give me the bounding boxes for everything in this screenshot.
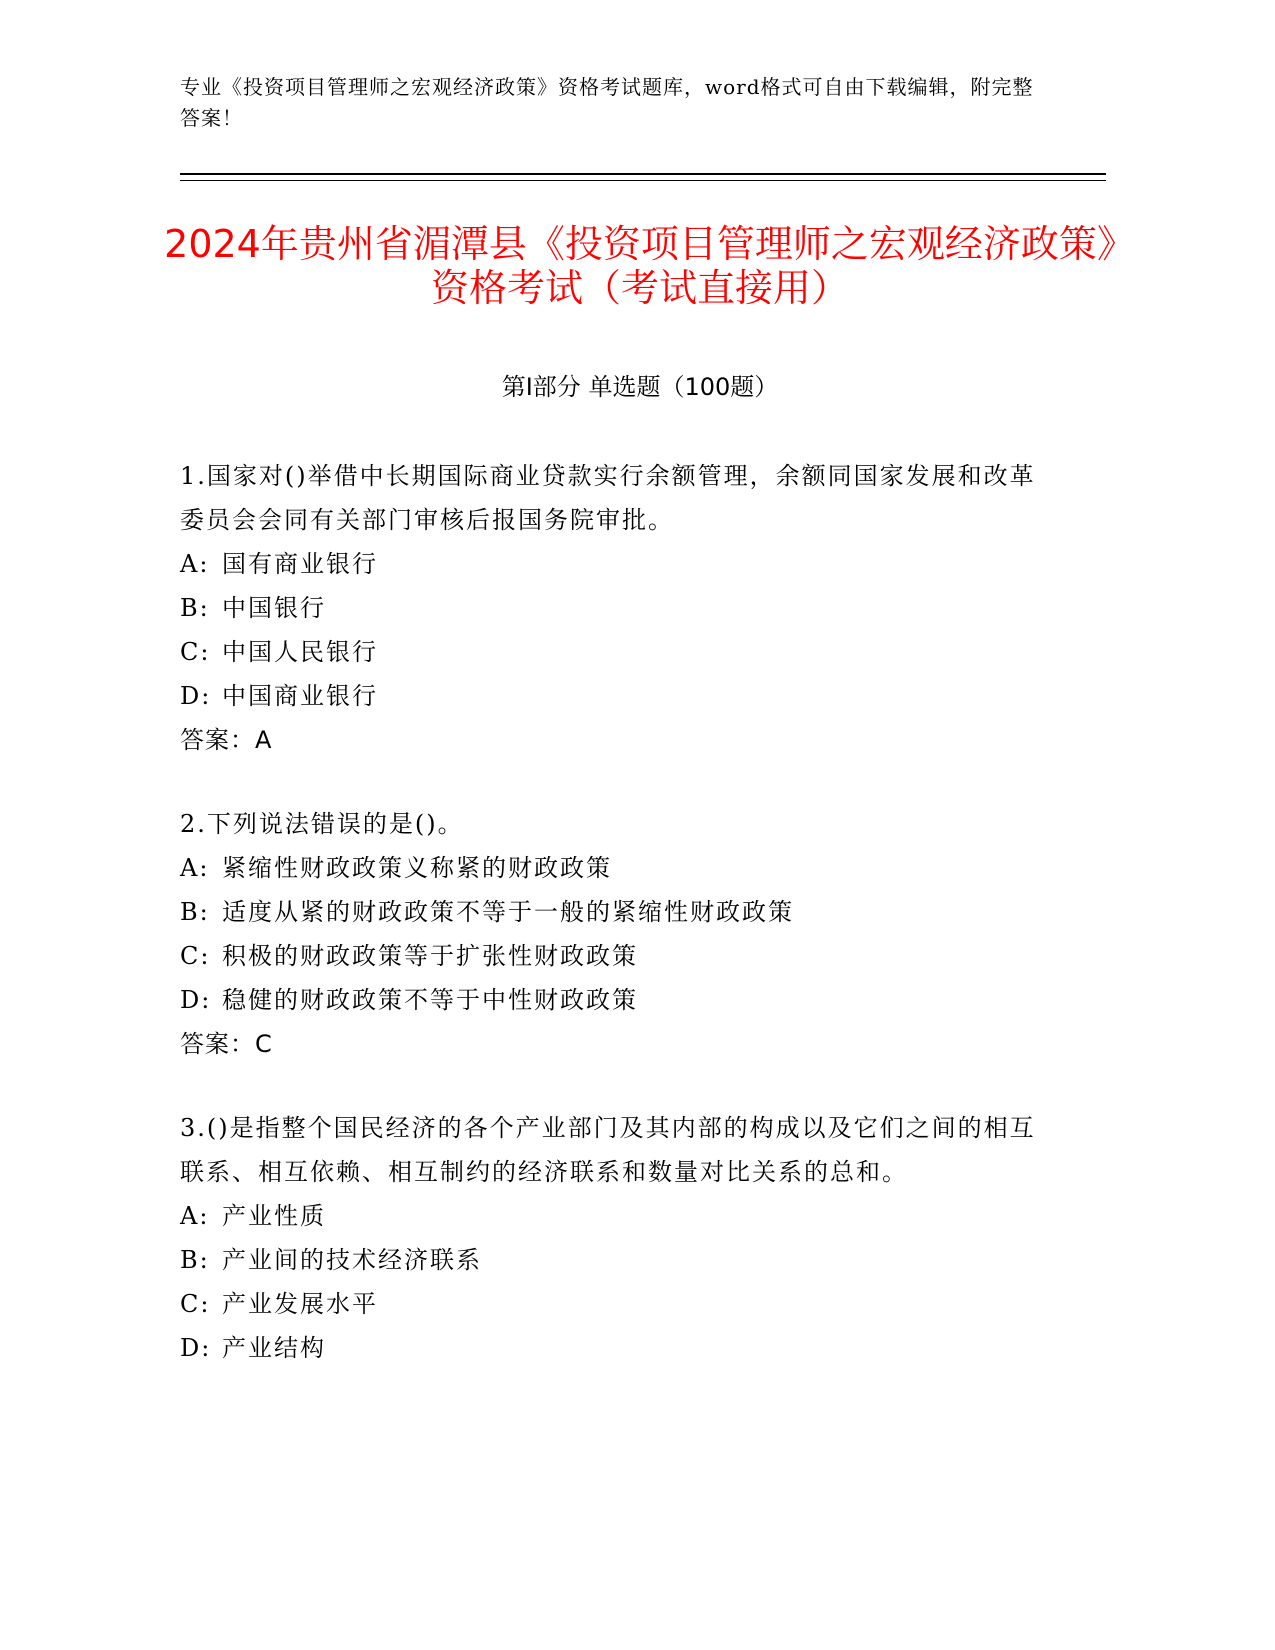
document-title: 2024年贵州省湄潭县《投资项目管理师之宏观经济政策》资格考试（考试直接用） — [164, 222, 1116, 310]
option-letter: B: — [180, 898, 210, 926]
option-b — [180, 1238, 1060, 1282]
option-letter: C: — [180, 1290, 211, 1318]
question-stem: 3.()是指整个国民经济的各个产业部门及其内部的构成以及它们之间的相互联系、相互依赖、相互制约的经济联系和数量对比关系的总和。 — [180, 1114, 1036, 1186]
option-text: 积极的财政政策等于扩张性财政政策 — [222, 942, 638, 970]
option-letter: A: — [180, 550, 210, 578]
option-d — [180, 1326, 1060, 1370]
option-letter: B: — [180, 594, 210, 622]
option-a — [180, 846, 1060, 890]
question-3 — [180, 1106, 1060, 1370]
option-c — [180, 934, 1060, 978]
question-stem: 2.下列说法错误的是()。 — [180, 810, 464, 838]
option-letter: D: — [180, 682, 212, 710]
option-letter: A: — [180, 1202, 210, 1230]
question-2 — [180, 802, 1060, 1066]
question-stem: 1.国家对()举借中长期国际商业贷款实行余额管理，余额同国家发展和改革委员会会同有关部门审核后报国务院审批。 — [180, 462, 1036, 534]
option-text: 稳健的财政政策不等于中性财政政策 — [222, 986, 638, 1014]
option-text: 产业发展水平 — [222, 1290, 378, 1318]
question-1 — [180, 454, 1060, 762]
option-letter: D: — [180, 1334, 212, 1362]
option-text: 产业性质 — [222, 1202, 326, 1230]
option-letter: D: — [180, 986, 212, 1014]
option-text: 紧缩性财政政策义称紧的财政政策 — [222, 854, 612, 882]
header-note: 专业《投资项目管理师之宏观经济政策》资格考试题库，word格式可自由下载编辑，附完整答案！ — [180, 75, 1034, 130]
option-a — [180, 542, 1060, 586]
section-title: 第Ⅰ部分 单选题（100题） — [501, 373, 779, 401]
option-letter: B: — [180, 1246, 210, 1274]
option-letter: A: — [180, 854, 210, 882]
option-text: 产业间的技术经济联系 — [222, 1246, 482, 1274]
option-text: 中国商业银行 — [222, 682, 378, 710]
header-divider-thick — [180, 173, 1106, 175]
option-text: 中国人民银行 — [222, 638, 378, 666]
option-text: 产业结构 — [222, 1334, 326, 1362]
answer-line: 答案：C — [180, 1030, 273, 1058]
option-b — [180, 890, 1060, 934]
option-letter: C: — [180, 638, 211, 666]
option-d — [180, 674, 1060, 718]
option-letter: C: — [180, 942, 211, 970]
option-b — [180, 586, 1060, 630]
option-a — [180, 1194, 1060, 1238]
option-text: 中国银行 — [222, 594, 326, 622]
option-d — [180, 978, 1060, 1022]
option-c — [180, 1282, 1060, 1326]
option-text: 适度从紧的财政政策不等于一般的紧缩性财政政策 — [222, 898, 794, 926]
option-text: 国有商业银行 — [222, 550, 378, 578]
option-c — [180, 630, 1060, 674]
header-divider-thin — [180, 180, 1106, 181]
answer-line: 答案：A — [180, 726, 273, 754]
